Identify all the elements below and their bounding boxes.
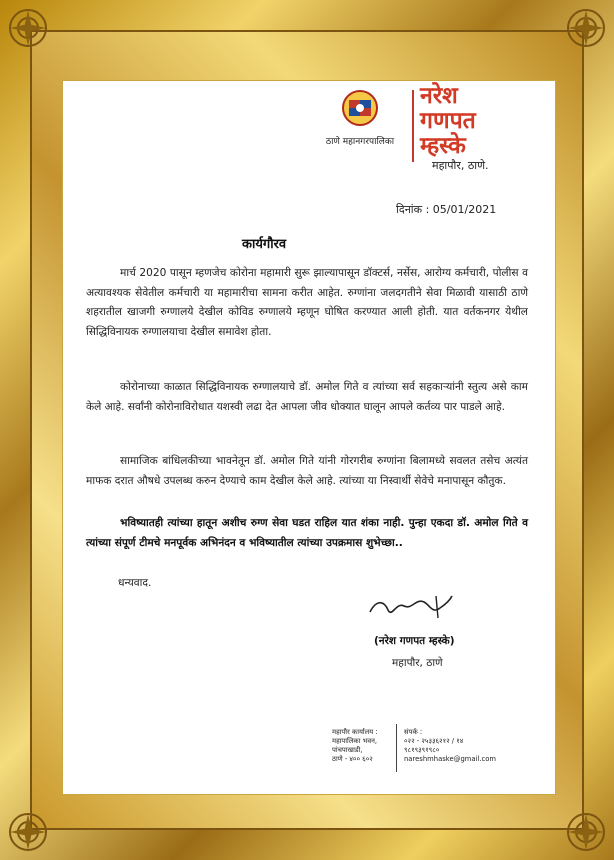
closing-text: धन्यवाद. <box>118 577 152 589</box>
office-address-line: महापौर कार्यालय : <box>332 728 378 736</box>
mayor-title: महापौर, ठाणे. <box>432 159 489 172</box>
corner-ornament-icon <box>564 6 608 50</box>
letter-paragraph: सामाजिक बांधिलकीच्या भावनेतून डॉ. अमोल गिते यांनी गोरगरीब रुग्णांना बिलामध्ये सवलत तसेच अत्यंत माफक दरात औषधे उपलब्ध करुन देण्याचे काम देखील केले आहे. त्यांच्या या निस्वार्थी सेवेचे मनापासून कौतुक. <box>86 455 528 487</box>
letter-paragraph: मार्च 2020 पासून म्हणजेच कोरोना महामारी सुरू झाल्यापासून डॉक्टर्स, नर्सेस, आरोग्य कर्मचारी, पोलीस व अत्यावश्यक सेवेतील कर्मचारी या महामारीचा सामना करीत आहेत. रुग्णांना जलदगतीने सेवा मिळावी यासाठी ठाणे शहरातील खाजगी रुग्णालये देखील कोविड रुग्णालये म्हणून घोषित करण्यात आली होती. यात वर्तकनगर येथील सिद्धिविनायक रुग्णालयाचा देखील समावेश होता. <box>86 267 528 338</box>
office-address-line: पांचपाखाडी, <box>332 746 363 754</box>
letter-paragraph: कोरोनाच्या काळात सिद्धिविनायक रुग्णालयाचे डॉ. अमोल गिते व त्यांच्या सर्व सहकाऱ्यांनी स्तुत्य असे काम केले आहे. सर्वांनी कोरोनाविरोधात यशस्वी लढा देत आपला जीव धोक्यात घालून आपले कर्तव्य पार पाडले आहे. <box>86 381 528 413</box>
office-address <box>332 728 378 764</box>
signatory-title: महापौर, ठाणे <box>392 657 443 669</box>
footer-divider <box>396 724 397 772</box>
corner-ornament-icon <box>6 6 50 50</box>
header-divider <box>412 90 414 162</box>
municipal-logo <box>312 88 408 147</box>
letter-paragraph-bold: भविष्यातही त्यांच्या हातून अशीच रुग्ण सेवा घडत राहिल यात शंका नाही. पुन्हा एकदा डॉ. अमोल गिते व त्यांच्या संपूर्ण टीमचे मनपूर्वक अभिनंदन व भविष्यातील त्यांच्या उपक्रमास शुभेच्छा.. <box>86 517 528 549</box>
contact-line: ९८१९३९१९८० <box>404 746 440 754</box>
letter-paper <box>62 80 556 795</box>
contact-line: ०२२ - २५३३६२१२ / १४ <box>404 737 464 745</box>
letter-date: दिनांक : 05/01/2021 <box>396 203 497 216</box>
mayor-name-line: गणपत <box>420 108 476 134</box>
corner-ornament-icon <box>564 810 608 854</box>
signature-icon <box>366 592 456 622</box>
mayor-name-line: नरेश <box>420 83 458 109</box>
office-address-line: ठाणे - ४०० ६०२ <box>332 755 373 763</box>
contact-line: संपर्क : <box>404 728 423 736</box>
mayor-name-line: म्हस्के <box>420 133 466 159</box>
corner-ornament-icon <box>6 810 50 854</box>
mayor-name-logo <box>420 84 540 159</box>
contact-details <box>404 728 496 764</box>
letter-heading: कार्यगौरव <box>242 237 287 252</box>
email-link[interactable]: nareshmhaske@gmail.com <box>404 755 497 763</box>
office-address-line: महापालिका भवन, <box>332 737 378 745</box>
municipal-emblem-icon <box>340 88 380 128</box>
signatory-name: (नरेश गणपत म्हस्के) <box>374 635 455 647</box>
org-name: ठाणे महानगरपालिका <box>325 137 395 147</box>
